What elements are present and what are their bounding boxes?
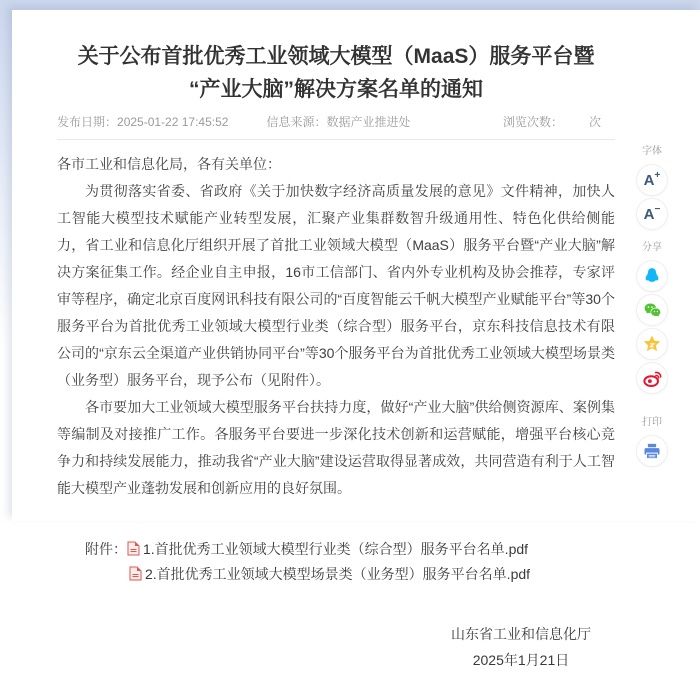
info-source-label: 信息来源： xyxy=(266,115,327,129)
info-source-value: 数据产业推进处 xyxy=(326,115,411,129)
font-size-label: 字体 xyxy=(642,146,662,157)
meta-divider xyxy=(57,139,615,140)
signature-block xyxy=(57,621,615,673)
page-title xyxy=(57,40,615,106)
article-panel xyxy=(12,10,700,668)
qq-icon xyxy=(642,266,662,286)
salutation: 各市工业和信息化局，各有关单位： xyxy=(57,156,281,172)
view-count xyxy=(503,113,601,130)
article-content xyxy=(57,10,615,673)
publish-date-label: 发布日期： xyxy=(57,115,118,129)
attachment-text-2: 2.首批优秀工业领域大模型场景类（业务型）服务平台名单.pdf xyxy=(145,566,531,582)
pdf-icon xyxy=(127,541,140,556)
signature-date: 2025年1月21日 xyxy=(472,652,570,668)
share-qzone-button[interactable] xyxy=(636,328,668,360)
tools-sidebar xyxy=(634,146,670,469)
page-left-accent-strip xyxy=(0,10,12,340)
printer-icon xyxy=(642,441,662,461)
print-button[interactable] xyxy=(636,435,668,467)
publish-date-value: 2025-01-22 17:45:52 xyxy=(117,115,229,129)
page-title-line-2: “产业大脑”解决方案名单的通知 xyxy=(189,78,483,101)
font-decrease-button[interactable] xyxy=(636,198,668,230)
font-decrease-icon: A− xyxy=(643,204,661,223)
article-meta-bar xyxy=(57,113,615,130)
signature-inner xyxy=(451,621,591,673)
attachment-row-1 xyxy=(85,537,615,562)
share-weibo-button[interactable] xyxy=(636,362,668,394)
share-wechat-button[interactable] xyxy=(636,294,668,326)
view-count-unit: 次 xyxy=(588,115,601,129)
attachment-link-2[interactable] xyxy=(129,562,530,587)
font-increase-button[interactable] xyxy=(636,164,668,196)
attachment-row-2 xyxy=(129,562,615,587)
attachments-label: 附件： xyxy=(85,541,127,557)
pdf-icon xyxy=(129,566,142,581)
info-source xyxy=(266,113,410,130)
attachment-link-1[interactable] xyxy=(127,537,528,562)
print-label: 打印 xyxy=(642,417,662,428)
qzone-star-icon xyxy=(641,333,663,355)
attachments-block xyxy=(85,537,615,587)
signature-org: 山东省工业和信息化厅 xyxy=(451,626,591,642)
attachment-text-1: 1.首批优秀工业领域大模型行业类（综合型）服务平台名单.pdf xyxy=(143,541,529,557)
page-top-accent-strip xyxy=(0,0,700,10)
font-increase-icon: A+ xyxy=(643,170,661,189)
wechat-icon xyxy=(642,300,663,321)
weibo-icon xyxy=(642,368,663,389)
share-label: 分享 xyxy=(642,242,662,253)
body-paragraph-2: 各市要加大工业领域大模型服务平台扶持力度，做好“产业大脑”供给侧资源库、案例集等编制及对接推广工作。各服务平台要进一步深化技术创新和运营赋能，增强平台核心竞争力和持续发展能力，推动我省“产业大脑”建设运营取得显著成效，共同营造有利于人工智能大模型产业蓬勃发展和创新应用的良好氛围。 xyxy=(57,399,615,496)
page-title-line-1: 关于公布首批优秀工业领域大模型（MaaS）服务平台暨 xyxy=(77,45,595,68)
body-paragraph-1: 为贯彻落实省委、省政府《关于加快数字经济高质量发展的意见》文件精神，加快人工智能大模型技术赋能产业转型发展，汇聚产业集群数智升级通用性、特色化供给侧能力，省工业和信息化厅组织开展了首批工业领域大模型（MaaS）服务平台暨“产业大脑”解决方案征集工作。经企业自主申报，16市工信部门、省内外专业机构及协会推荐，专家评审等程序，确定北京百度网讯科技有限公司的“百度智能云千帆大模型产业赋能平台”等30个服务平台为首批优秀工业领域大模型行业类（综合型）服务平台，京东科技信息技术有限公司的“京东云全渠道产业供销协同平台”等30个服务平台为首批优秀工业领域大模型场景类（业务型）服务平台，现予公布（见附件）。 xyxy=(57,183,615,388)
publish-date xyxy=(57,113,228,130)
notice-body xyxy=(57,151,615,502)
view-count-label: 浏览次数： xyxy=(502,115,563,129)
share-qq-button[interactable] xyxy=(636,260,668,292)
